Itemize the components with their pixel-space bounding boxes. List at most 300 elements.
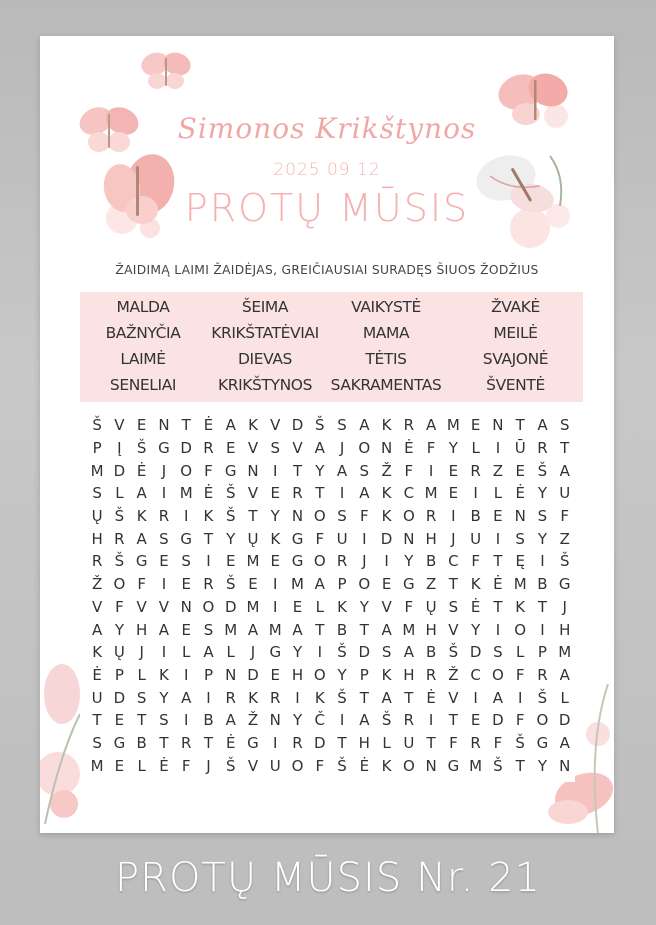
grid-letter[interactable]: H	[358, 733, 370, 752]
grid-letter[interactable]: D	[180, 439, 192, 458]
grid-letter[interactable]: Š	[515, 733, 525, 752]
grid-letter[interactable]: N	[425, 756, 437, 775]
grid-letter[interactable]: Š	[448, 643, 459, 662]
grid-letter[interactable]: Š	[225, 756, 236, 775]
grid-letter[interactable]: Ė	[470, 597, 481, 616]
grid-letter[interactable]: A	[92, 620, 103, 639]
grid-letter[interactable]: U	[336, 529, 348, 548]
grid-letter[interactable]: F	[204, 461, 213, 480]
grid-letter[interactable]: R	[470, 461, 481, 480]
grid-letter[interactable]: E	[381, 575, 392, 594]
grid-letter[interactable]: G	[224, 461, 237, 480]
grid-letter[interactable]: A	[336, 461, 348, 480]
grid-letter[interactable]: V	[247, 756, 259, 775]
grid-letter[interactable]: A	[247, 620, 259, 639]
grid-letter[interactable]: S	[136, 688, 147, 707]
grid-letter[interactable]: T	[203, 733, 214, 752]
grid-letter[interactable]: L	[226, 643, 235, 662]
grid-letter[interactable]: Š	[92, 416, 102, 435]
grid-letter[interactable]: S	[493, 643, 503, 662]
grid-letter[interactable]: V	[247, 439, 259, 458]
grid-letter[interactable]: O	[492, 665, 504, 684]
grid-letter[interactable]: I	[428, 461, 434, 480]
grid-letter[interactable]: A	[559, 461, 570, 480]
grid-letter[interactable]: R	[180, 733, 192, 752]
grid-letter[interactable]: F	[426, 439, 436, 458]
grid-letter[interactable]: S	[92, 484, 102, 503]
grid-letter[interactable]: L	[115, 484, 124, 503]
grid-letter[interactable]: I	[206, 552, 211, 571]
grid-letter[interactable]: F	[360, 507, 369, 526]
grid-letter[interactable]: T	[248, 507, 258, 526]
grid-letter[interactable]: F	[449, 733, 458, 752]
grid-letter[interactable]: Ė	[203, 416, 214, 435]
grid-letter[interactable]: N	[225, 665, 237, 684]
grid-letter[interactable]: Ų	[91, 507, 103, 526]
grid-letter[interactable]: H	[136, 620, 148, 639]
grid-letter[interactable]: T	[359, 688, 369, 707]
grid-letter[interactable]: S	[359, 461, 370, 480]
grid-letter[interactable]: I	[206, 688, 211, 707]
grid-letter[interactable]: S	[559, 416, 570, 435]
grid-letter[interactable]: F	[493, 733, 503, 752]
grid-letter[interactable]: A	[158, 620, 170, 639]
grid-letter[interactable]: I	[317, 643, 322, 662]
grid-letter[interactable]: R	[91, 552, 103, 571]
grid-letter[interactable]: Y	[270, 507, 280, 526]
grid-letter[interactable]: T	[337, 733, 347, 752]
grid-letter[interactable]: F	[404, 461, 414, 480]
grid-letter[interactable]: I	[183, 711, 189, 730]
grid-letter[interactable]: B	[470, 507, 481, 526]
grid-letter[interactable]: K	[381, 507, 392, 526]
grid-letter[interactable]: U	[470, 529, 482, 548]
grid-letter[interactable]: A	[314, 439, 325, 458]
grid-letter[interactable]: I	[495, 529, 501, 548]
grid-letter[interactable]: R	[158, 507, 170, 526]
grid-letter[interactable]: S	[92, 733, 102, 752]
grid-letter[interactable]: I	[540, 552, 545, 571]
grid-letter[interactable]: L	[560, 688, 569, 707]
grid-letter[interactable]: Ė	[203, 484, 214, 503]
grid-letter[interactable]: N	[158, 416, 170, 435]
grid-letter[interactable]: O	[514, 620, 527, 639]
grid-letter[interactable]: Ė	[225, 733, 236, 752]
grid-letter[interactable]: R	[470, 733, 481, 752]
grid-letter[interactable]: H	[403, 665, 415, 684]
grid-letter[interactable]: P	[114, 665, 124, 684]
grid-letter[interactable]: S	[159, 711, 169, 730]
grid-letter[interactable]: M	[268, 620, 282, 639]
grid-letter[interactable]: D	[492, 711, 504, 730]
grid-letter[interactable]: Š	[537, 461, 548, 480]
grid-letter[interactable]: K	[248, 688, 258, 707]
grid-letter[interactable]: F	[315, 529, 325, 548]
grid-letter[interactable]: M	[224, 620, 238, 639]
grid-letter[interactable]: Ų	[113, 643, 125, 662]
grid-letter[interactable]: J	[250, 643, 256, 662]
grid-letter[interactable]: T	[315, 620, 325, 639]
grid-letter[interactable]: Y	[537, 484, 548, 503]
grid-letter[interactable]: T	[137, 711, 147, 730]
grid-letter[interactable]: T	[448, 711, 458, 730]
grid-letter[interactable]: A	[359, 484, 370, 503]
grid-letter[interactable]: R	[292, 733, 303, 752]
grid-letter[interactable]: L	[182, 643, 191, 662]
grid-letter[interactable]: C	[403, 484, 415, 503]
grid-letter[interactable]: Ž	[91, 575, 103, 594]
grid-letter[interactable]: P	[537, 643, 547, 662]
grid-letter[interactable]: O	[358, 575, 371, 594]
grid-letter[interactable]: S	[337, 416, 347, 435]
grid-letter[interactable]: I	[473, 688, 478, 707]
grid-letter[interactable]: Y	[448, 439, 458, 458]
grid-letter[interactable]: K	[314, 688, 325, 707]
grid-letter[interactable]: R	[403, 416, 415, 435]
grid-letter[interactable]: H	[425, 529, 437, 548]
grid-letter[interactable]: V	[114, 416, 125, 435]
grid-letter[interactable]: F	[515, 711, 525, 730]
grid-letter[interactable]: L	[493, 484, 503, 503]
grid-letter[interactable]: H	[291, 665, 304, 684]
grid-letter[interactable]: O	[313, 665, 326, 684]
grid-letter[interactable]: I	[273, 461, 278, 480]
grid-letter[interactable]: N	[247, 461, 259, 480]
grid-letter[interactable]: O	[402, 756, 415, 775]
grid-letter[interactable]: K	[381, 756, 392, 775]
grid-letter[interactable]: N	[492, 416, 504, 435]
grid-letter[interactable]: I	[428, 711, 434, 730]
grid-letter[interactable]: F	[404, 597, 414, 616]
grid-letter[interactable]: A	[292, 620, 303, 639]
grid-letter[interactable]: R	[114, 529, 125, 548]
grid-letter[interactable]: P	[203, 665, 213, 684]
grid-letter[interactable]: A	[203, 643, 214, 662]
grid-letter[interactable]: D	[247, 665, 259, 684]
grid-letter[interactable]: Ė	[136, 461, 147, 480]
grid-letter[interactable]: F	[137, 575, 146, 594]
grid-letter[interactable]: A	[559, 733, 570, 752]
grid-letter[interactable]: F	[471, 552, 480, 571]
grid-letter[interactable]: Š	[381, 711, 392, 730]
grid-letter[interactable]: A	[225, 711, 236, 730]
grid-letter[interactable]: S	[337, 507, 347, 526]
grid-letter[interactable]: E	[515, 461, 525, 480]
grid-letter[interactable]: Ė	[359, 756, 370, 775]
grid-letter[interactable]: I	[161, 643, 167, 662]
grid-letter[interactable]: F	[315, 756, 325, 775]
grid-letter[interactable]: N	[514, 507, 526, 526]
grid-letter[interactable]: I	[495, 439, 501, 458]
grid-letter[interactable]: G	[180, 529, 192, 548]
grid-letter[interactable]: A	[314, 575, 325, 594]
grid-letter[interactable]: A	[381, 688, 392, 707]
grid-letter[interactable]: Ė	[426, 688, 436, 707]
grid-letter[interactable]: T	[426, 733, 436, 752]
grid-letter[interactable]: M	[246, 552, 260, 571]
grid-letter[interactable]: I	[273, 733, 278, 752]
grid-letter[interactable]: F	[515, 665, 525, 684]
grid-letter[interactable]: T	[493, 552, 503, 571]
grid-letter[interactable]: E	[493, 507, 503, 526]
grid-letter[interactable]: A	[181, 688, 192, 707]
grid-letter[interactable]: Ė	[159, 756, 169, 775]
grid-letter[interactable]: Y	[292, 711, 303, 730]
grid-letter[interactable]: I	[495, 620, 501, 639]
grid-letter[interactable]: O	[202, 597, 215, 616]
grid-letter[interactable]: G	[558, 575, 571, 594]
grid-letter[interactable]: G	[291, 529, 304, 548]
grid-letter[interactable]: G	[247, 733, 259, 752]
grid-letter[interactable]: S	[181, 552, 191, 571]
grid-letter[interactable]: D	[113, 461, 126, 480]
grid-letter[interactable]: A	[136, 484, 147, 503]
grid-letter[interactable]: A	[559, 665, 570, 684]
grid-letter[interactable]: Ė	[493, 575, 503, 594]
grid-letter[interactable]: R	[203, 439, 214, 458]
grid-letter[interactable]: I	[161, 575, 167, 594]
grid-letter[interactable]: K	[470, 575, 481, 594]
grid-letter[interactable]: S	[270, 439, 281, 458]
grid-letter[interactable]: Z	[492, 461, 504, 480]
grid-letter[interactable]: Ž	[448, 665, 459, 684]
grid-letter[interactable]: Š	[225, 575, 236, 594]
grid-letter[interactable]: E	[225, 552, 236, 571]
grid-letter[interactable]: Š	[337, 756, 347, 775]
grid-letter[interactable]: R	[336, 552, 348, 571]
grid-letter[interactable]: T	[493, 597, 503, 616]
grid-letter[interactable]: T	[560, 439, 570, 458]
grid-letter[interactable]: O	[402, 507, 415, 526]
grid-letter[interactable]: V	[158, 597, 170, 616]
grid-letter[interactable]: E	[225, 439, 236, 458]
grid-letter[interactable]: Ų	[425, 597, 437, 616]
grid-letter[interactable]: Z	[425, 575, 437, 594]
grid-letter[interactable]: G	[113, 733, 126, 752]
grid-letter[interactable]: A	[359, 416, 370, 435]
grid-letter[interactable]: S	[381, 643, 392, 662]
grid-letter[interactable]: Š	[337, 643, 347, 662]
grid-letter[interactable]: Ū	[514, 439, 526, 458]
grid-letter[interactable]: Y	[292, 643, 303, 662]
grid-letter[interactable]: K	[159, 665, 169, 684]
grid-letter[interactable]: G	[447, 756, 460, 775]
grid-letter[interactable]: Ę	[515, 552, 525, 571]
grid-letter[interactable]: T	[359, 620, 369, 639]
grid-letter[interactable]: Y	[471, 620, 481, 639]
grid-letter[interactable]: Ė	[515, 484, 525, 503]
grid-letter[interactable]: N	[559, 756, 571, 775]
grid-letter[interactable]: J	[451, 529, 456, 548]
grid-letter[interactable]: I	[183, 507, 189, 526]
grid-letter[interactable]: F	[115, 597, 124, 616]
grid-letter[interactable]: M	[446, 416, 460, 435]
grid-letter[interactable]: Š	[225, 507, 236, 526]
grid-letter[interactable]: J	[161, 461, 167, 480]
grid-letter[interactable]: I	[451, 507, 456, 526]
grid-letter[interactable]: G	[135, 552, 148, 571]
grid-letter[interactable]: R	[270, 688, 281, 707]
grid-letter[interactable]: I	[295, 688, 300, 707]
grid-letter[interactable]: Š	[493, 756, 503, 775]
grid-letter[interactable]: N	[269, 711, 281, 730]
grid-letter[interactable]: U	[91, 688, 103, 707]
grid-letter[interactable]: Y	[159, 688, 169, 707]
grid-letter[interactable]: O	[313, 507, 326, 526]
grid-letter[interactable]: B	[203, 711, 214, 730]
grid-letter[interactable]: K	[92, 643, 103, 662]
grid-letter[interactable]: J	[139, 643, 144, 662]
grid-letter[interactable]: B	[425, 643, 437, 662]
grid-letter[interactable]: R	[292, 484, 303, 503]
grid-letter[interactable]: L	[382, 733, 391, 752]
grid-letter[interactable]: M	[90, 756, 104, 775]
grid-letter[interactable]: H	[425, 620, 437, 639]
grid-letter[interactable]: Š	[315, 416, 325, 435]
grid-letter[interactable]: S	[448, 597, 459, 616]
grid-letter[interactable]: I	[161, 484, 167, 503]
grid-letter[interactable]: D	[113, 688, 126, 707]
grid-letter[interactable]: E	[159, 552, 169, 571]
grid-letter[interactable]: L	[516, 643, 525, 662]
grid-letter[interactable]: E	[470, 416, 481, 435]
grid-letter[interactable]: E	[270, 665, 280, 684]
grid-letter[interactable]: M	[469, 756, 483, 775]
grid-letter[interactable]: L	[137, 665, 146, 684]
grid-letter[interactable]: R	[537, 439, 548, 458]
grid-letter[interactable]: E	[136, 416, 147, 435]
grid-letter[interactable]: P	[337, 575, 347, 594]
grid-letter[interactable]: C	[470, 665, 481, 684]
grid-letter[interactable]: E	[470, 711, 481, 730]
grid-letter[interactable]: R	[425, 665, 437, 684]
grid-letter[interactable]: S	[537, 507, 548, 526]
grid-letter[interactable]: A	[225, 416, 236, 435]
grid-letter[interactable]: D	[358, 643, 371, 662]
grid-letter[interactable]: H	[91, 529, 103, 548]
grid-letter[interactable]: O	[291, 756, 304, 775]
grid-letter[interactable]: E	[448, 461, 459, 480]
grid-letter[interactable]: J	[339, 439, 345, 458]
grid-letter[interactable]: N	[380, 439, 393, 458]
grid-letter[interactable]: L	[137, 756, 146, 775]
grid-letter[interactable]: Y	[537, 529, 548, 548]
grid-letter[interactable]: R	[203, 575, 214, 594]
grid-letter[interactable]: D	[291, 416, 304, 435]
grid-letter[interactable]: K	[515, 597, 526, 616]
grid-letter[interactable]: A	[425, 416, 437, 435]
grid-letter[interactable]: Š	[114, 552, 125, 571]
grid-letter[interactable]: Y	[226, 529, 236, 548]
grid-letter[interactable]: I	[362, 529, 367, 548]
grid-letter[interactable]: Š	[114, 507, 125, 526]
grid-letter[interactable]: T	[203, 529, 214, 548]
grid-letter[interactable]: B	[537, 575, 548, 594]
grid-letter[interactable]: Z	[559, 529, 570, 548]
grid-letter[interactable]: Š	[559, 552, 570, 571]
grid-letter[interactable]: Č	[314, 711, 326, 730]
grid-letter[interactable]: T	[292, 461, 303, 480]
grid-letter[interactable]: K	[381, 665, 392, 684]
grid-letter[interactable]: K	[203, 507, 214, 526]
grid-letter[interactable]: Y	[114, 620, 124, 639]
grid-letter[interactable]: T	[92, 711, 102, 730]
grid-letter[interactable]: E	[270, 552, 280, 571]
grid-letter[interactable]: Y	[359, 597, 369, 616]
grid-letter[interactable]: V	[448, 620, 459, 639]
grid-letter[interactable]: L	[471, 439, 480, 458]
grid-letter[interactable]: D	[224, 597, 237, 616]
grid-letter[interactable]: D	[380, 529, 393, 548]
grid-letter[interactable]: N	[180, 597, 192, 616]
grid-letter[interactable]: J	[362, 552, 367, 571]
grid-letter[interactable]: O	[313, 552, 326, 571]
grid-letter[interactable]: M	[246, 597, 260, 616]
grid-letter[interactable]: V	[381, 597, 392, 616]
grid-letter[interactable]: I	[384, 552, 389, 571]
grid-letter[interactable]: K	[337, 597, 347, 616]
grid-letter[interactable]: G	[291, 552, 304, 571]
grid-letter[interactable]: K	[248, 416, 258, 435]
grid-letter[interactable]: Š	[337, 688, 347, 707]
grid-letter[interactable]: M	[179, 484, 193, 503]
grid-letter[interactable]: A	[381, 620, 392, 639]
grid-letter[interactable]: E	[448, 484, 459, 503]
grid-letter[interactable]: F	[560, 507, 570, 526]
grid-letter[interactable]: O	[536, 711, 549, 730]
grid-letter[interactable]: S	[203, 620, 214, 639]
grid-letter[interactable]: E	[181, 620, 191, 639]
grid-letter[interactable]: V	[92, 597, 103, 616]
grid-letter[interactable]: Ž	[381, 461, 392, 480]
grid-letter[interactable]: D	[558, 711, 571, 730]
grid-letter[interactable]: A	[403, 643, 414, 662]
grid-letter[interactable]: P	[359, 665, 369, 684]
grid-letter[interactable]: D	[469, 643, 482, 662]
grid-letter[interactable]: B	[425, 552, 437, 571]
grid-letter[interactable]: I	[540, 620, 545, 639]
grid-letter[interactable]: A	[359, 711, 370, 730]
grid-letter[interactable]: R	[225, 688, 236, 707]
grid-letter[interactable]: U	[559, 484, 571, 503]
grid-letter[interactable]: K	[381, 484, 392, 503]
grid-letter[interactable]: T	[448, 575, 458, 594]
grid-letter[interactable]: M	[424, 484, 438, 503]
grid-letter[interactable]: E	[270, 484, 280, 503]
grid-letter[interactable]: N	[291, 507, 304, 526]
grid-letter[interactable]: O	[113, 575, 126, 594]
grid-letter[interactable]: I	[339, 711, 345, 730]
grid-letter[interactable]: Į	[117, 439, 122, 458]
grid-letter[interactable]: I	[183, 665, 189, 684]
grid-letter[interactable]: T	[404, 688, 414, 707]
grid-letter[interactable]: V	[136, 597, 147, 616]
grid-letter[interactable]: Š	[225, 484, 236, 503]
grid-letter[interactable]: A	[537, 416, 548, 435]
grid-letter[interactable]: K	[270, 529, 281, 548]
grid-letter[interactable]: A	[136, 529, 147, 548]
grid-letter[interactable]: J	[562, 597, 567, 616]
grid-letter[interactable]: T	[159, 733, 169, 752]
grid-letter[interactable]: Y	[337, 665, 347, 684]
grid-letter[interactable]: E	[292, 597, 303, 616]
grid-letter[interactable]: V	[292, 439, 303, 458]
grid-letter[interactable]: K	[136, 507, 147, 526]
grid-letter[interactable]: Ė	[92, 665, 102, 684]
grid-letter[interactable]: Ž	[247, 711, 259, 730]
grid-letter[interactable]: C	[448, 552, 459, 571]
grid-letter[interactable]: Š	[537, 688, 548, 707]
